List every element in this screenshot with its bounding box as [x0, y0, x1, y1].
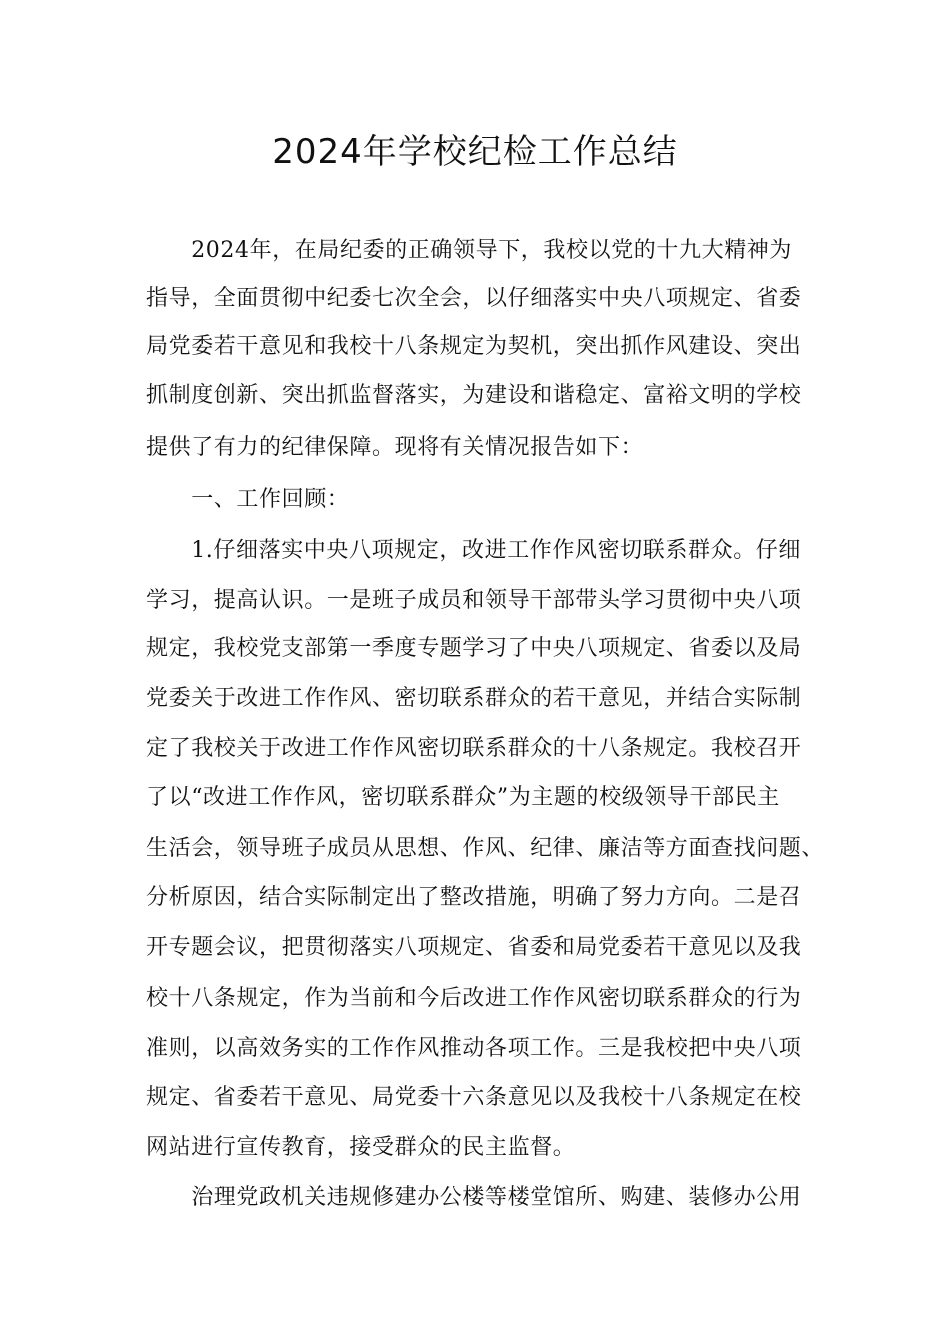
paragraph-line: 1.仔细落实中央八项规定，改进工作作风密切联系群众。仔细 [146, 538, 801, 563]
paragraph-line: 准则，以高效务实的工作作风推动各项工作。三是我校把中央八项 [146, 1036, 802, 1061]
paragraph-line: 定了我校关于改进工作作风密切联系群众的十八条规定。我校召开 [146, 736, 802, 761]
paragraph-line: 分析原因，结合实际制定出了整改措施，明确了努力方向。二是召 [146, 885, 802, 910]
document-title: 2024年学校纪检工作总结 [272, 132, 678, 172]
paragraph-line: 网站进行宣传教育，接受群众的民主监督。 [146, 1135, 576, 1160]
paragraph-line: 开专题会议，把贯彻落实八项规定、省委和局党委若干意见以及我 [146, 935, 802, 960]
paragraph-line: 校十八条规定，作为当前和今后改进工作作风密切联系群众的行为 [146, 986, 802, 1011]
section-heading: 一、工作回顾： [146, 487, 350, 512]
paragraph-line: 规定，我校党支部第一季度专题学习了中央八项规定、省委以及局 [146, 636, 802, 661]
paragraph-line: 规定、省委若干意见、局党委十六条意见以及我校十八条规定在校 [146, 1085, 802, 1110]
paragraph-line: 2024年，在局纪委的正确领导下，我校以党的十九大精神为 [146, 238, 792, 263]
paragraph-line: 局党委若干意见和我校十八条规定为契机，突出抓作风建设、突出 [146, 334, 802, 359]
paragraph-line: 生活会，领导班子成员从思想、作风、纪律、廉洁等方面查找问题、 [146, 836, 825, 861]
paragraph-line: 了以“改进工作作风，密切联系群众”为主题的校级领导干部民主 [146, 785, 780, 810]
paragraph-line: 党委关于改进工作作风、密切联系群众的若干意见，并结合实际制 [146, 686, 802, 711]
paragraph-line: 学习，提高认识。一是班子成员和领导干部带头学习贯彻中央八项 [146, 588, 802, 613]
paragraph-line: 提供了有力的纪律保障。现将有关情况报告如下： [146, 435, 644, 460]
paragraph-line: 指导，全面贯彻中纪委七次全会，以仔细落实中央八项规定、省委 [146, 286, 802, 311]
paragraph-line: 抓制度创新、突出抓监督落实，为建设和谐稳定、富裕文明的学校 [146, 383, 802, 408]
paragraph-line: 治理党政机关违规修建办公楼等楼堂馆所、购建、装修办公用 [146, 1185, 802, 1210]
